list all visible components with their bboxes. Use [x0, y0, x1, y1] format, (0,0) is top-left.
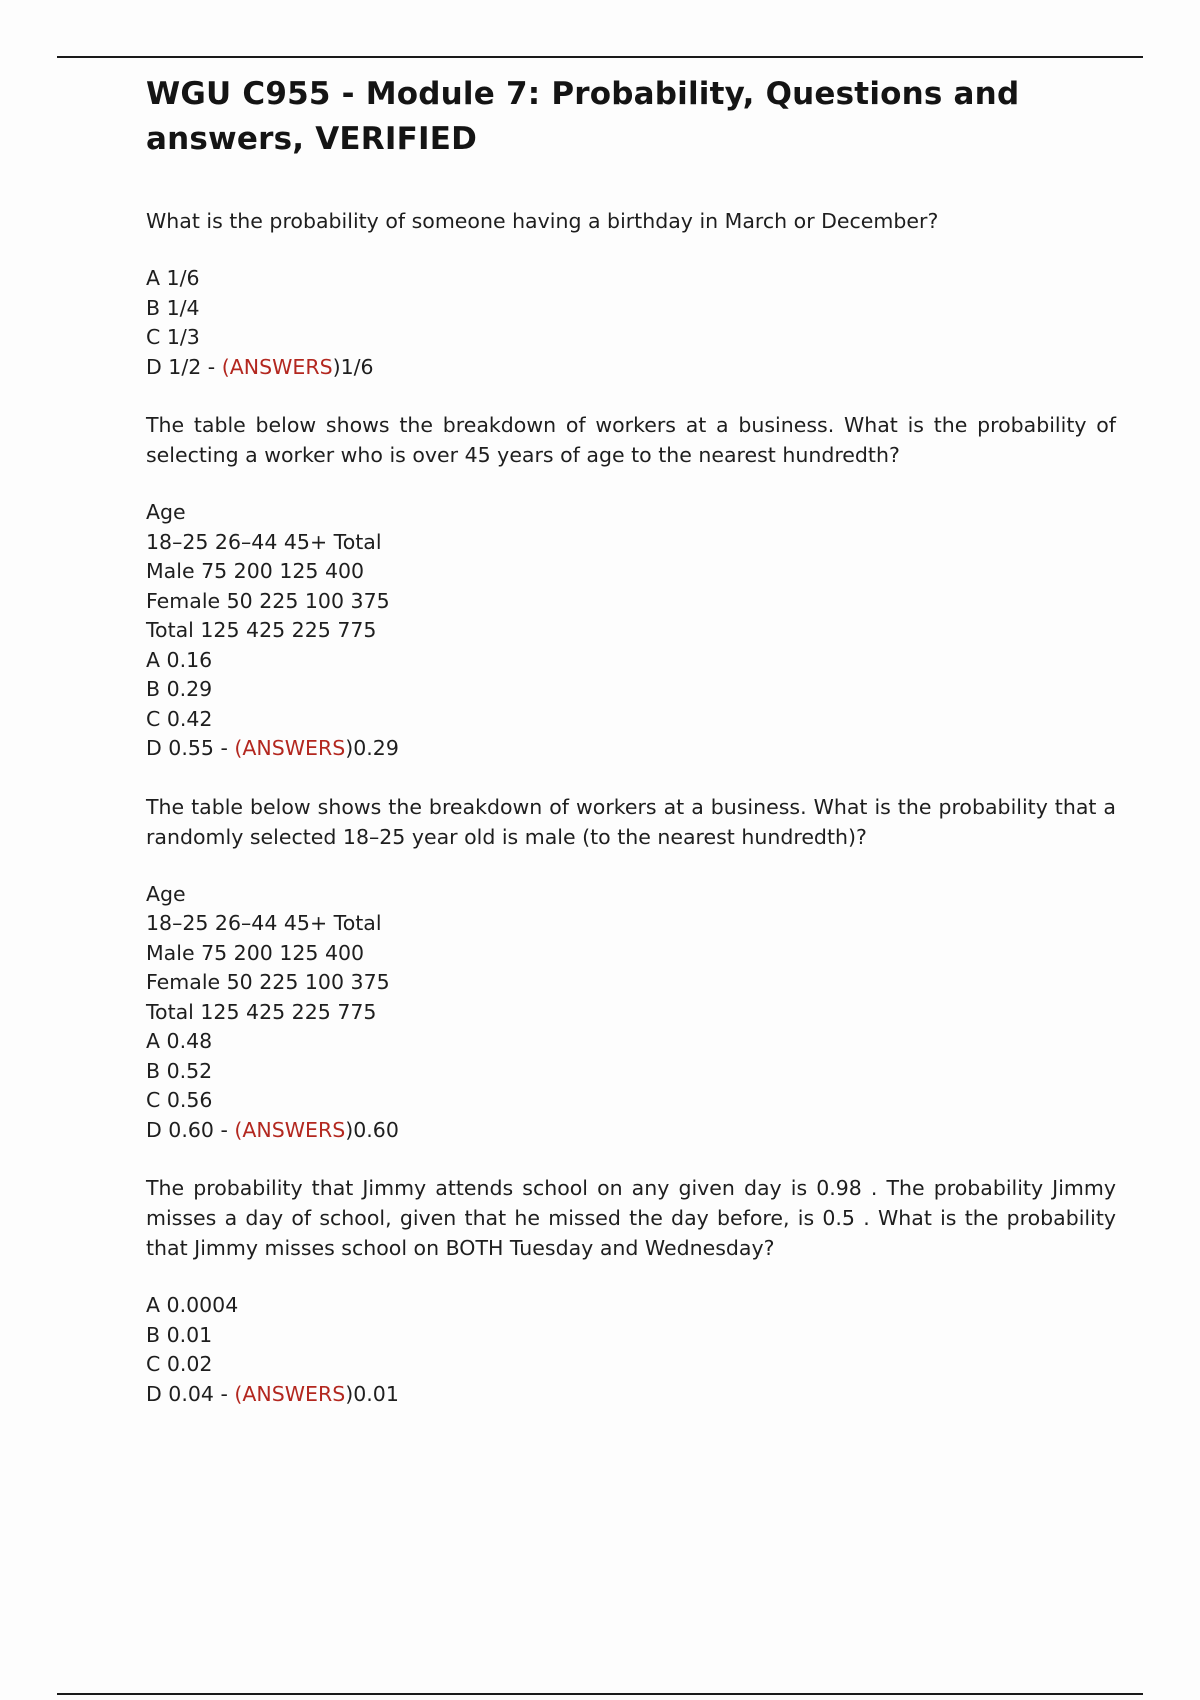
answers-tag: (ANSWERS	[221, 354, 333, 379]
option-d: D 0.55 -	[146, 736, 235, 760]
answer-options	[146, 1291, 1116, 1409]
answer-options	[146, 880, 1116, 1146]
option-b: B 0.52	[146, 1058, 213, 1083]
answer-value: )0.01	[345, 1381, 399, 1406]
table-line-header: Age	[146, 500, 186, 524]
table-line-header: Age	[146, 881, 186, 906]
answer-options	[146, 264, 1116, 382]
option-d: D 0.60 -	[146, 1117, 235, 1142]
option-d-with-answer	[146, 734, 1116, 764]
question-text: The probability that Jimmy attends school on any given day is 0.98 . The probability Jimmy misses a day of school, given that he missed the day before, is 0.5 . What is the probability that Jimmy misses school on BOTH Tuesday and Wednesday?	[146, 1176, 1116, 1260]
table-line-male: Male 75 200 125 400	[146, 940, 365, 965]
table-line-total: Total 125 425 225 775	[146, 618, 377, 642]
option-a: A 0.0004	[146, 1293, 239, 1317]
option-c: C 0.02	[146, 1352, 213, 1376]
option-c: C 1/3	[146, 325, 200, 349]
document-body	[146, 72, 1116, 1437]
option-d-with-answer	[146, 1380, 1116, 1410]
option-d-with-answer	[146, 1116, 1116, 1146]
table-line-total: Total 125 425 225 775	[146, 999, 377, 1024]
answer-options	[146, 498, 1116, 764]
top-rule	[57, 56, 1143, 58]
option-b: B 0.01	[146, 1322, 213, 1347]
answer-value: )0.29	[345, 736, 399, 760]
question-block	[146, 792, 1116, 1146]
table-line-female: Female 50 225 100 375	[146, 970, 390, 994]
table-line-male: Male 75 200 125 400	[146, 559, 365, 583]
option-a: A 0.48	[146, 1029, 213, 1053]
option-c: C 0.56	[146, 1088, 213, 1112]
option-c: C 0.42	[146, 706, 213, 731]
question-block	[146, 1173, 1116, 1409]
answer-value: )0.60	[345, 1117, 399, 1142]
question-block	[146, 410, 1116, 764]
answers-tag: (ANSWERS	[234, 736, 346, 760]
option-b: B 1/4	[146, 295, 200, 320]
question-text: The table below shows the breakdown of workers at a business. What is the probability that a randomly selected 18–25 year old is male (to the nearest hundredth)?	[146, 794, 1116, 849]
document-title: WGU C955 - Module 7: Probability, Questions and answers, VERIFIED	[146, 76, 1020, 157]
table-line-female: Female 50 225 100 375	[146, 588, 390, 613]
question-text: What is the probability of someone having a birthday in March or December?	[146, 209, 939, 233]
answers-tag: (ANSWERS	[234, 1117, 346, 1142]
table-line-columns: 18–25 26–44 45+ Total	[146, 911, 382, 935]
option-d-with-answer	[146, 353, 1116, 383]
bottom-rule	[57, 1693, 1143, 1695]
answer-value: )1/6	[332, 354, 374, 379]
option-d: D 0.04 -	[146, 1381, 235, 1406]
table-line-columns: 18–25 26–44 45+ Total	[146, 529, 382, 554]
question-block	[146, 206, 1116, 382]
question-text: The table below shows the breakdown of workers at a business. What is the probability of selecting a worker who is over 45 years of age to the nearest hundredth?	[146, 413, 1116, 467]
option-a: A 0.16	[146, 647, 213, 672]
option-b: B 0.29	[146, 677, 213, 701]
option-d: D 1/2 -	[146, 354, 222, 379]
option-a: A 1/6	[146, 266, 200, 290]
answers-tag: (ANSWERS	[234, 1381, 346, 1406]
